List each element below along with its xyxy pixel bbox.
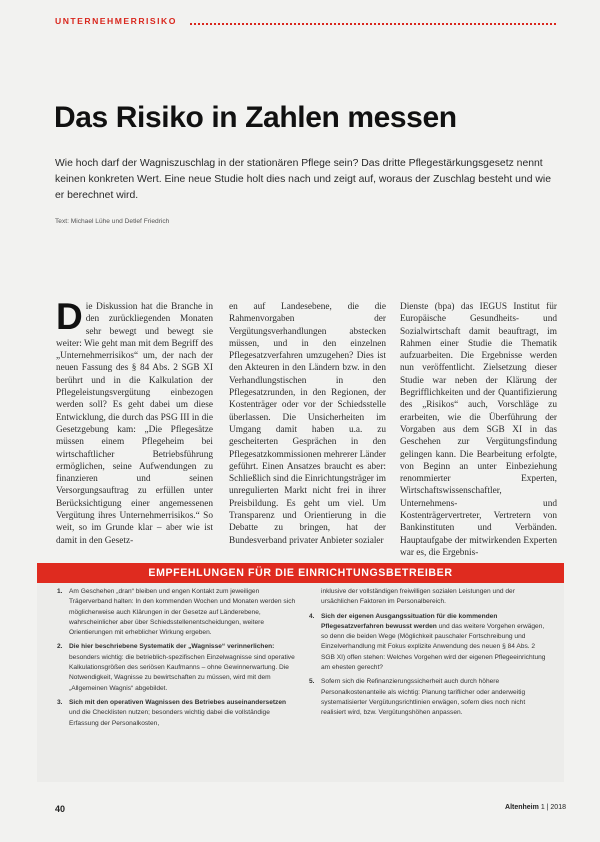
- section-kicker: UNTERNEHMERRISIKO: [55, 16, 177, 26]
- body-column-1: [56, 296, 213, 546]
- item-text: Am Geschehen „dran“ bleiben und engen Kontakt zum jeweiligen Trägerverband halten: In den kommenden Wochen und Monaten werden sich möglicherweise auch Klärungen in der Gesetze auf Länderebene, wahrscheinlicher aber über Schiedsstellenentscheidungen, weitere Orientierungen mit erheblicher Wirkung ergeben.: [69, 588, 296, 637]
- page-number: 40: [55, 804, 66, 814]
- item-text: und die Checklisten nutzen; besonders wichtig dabei die vollständige Erfassung der Personalkosten,: [69, 709, 270, 727]
- kicker-divider: [190, 23, 556, 25]
- drop-cap: D: [56, 296, 83, 337]
- item-text: besonders wichtig: die betrieblich-spezifischen Einzelwagnisse sind operative Kalkulationsgrößen des seriösen Kaufmanns – ohne Gewinnerwartung. Die Notwendigkeit, Wagnisse zu bewirtschaften zu müssen, wird mit dem „Allgemeinen Wagnis“ abgebildet.: [69, 653, 295, 692]
- recommendation-item: [57, 698, 297, 729]
- recommendation-item: [57, 587, 297, 638]
- article-title: Das Risiko in Zahlen messen: [54, 101, 457, 134]
- item-bold: Sich der eigenen Ausgangssituation für die kommenden Pflegesatzverfahren bewusst werden: [321, 612, 498, 630]
- body-column-1-text: ie Diskussion hat die Branche in den zurückliegenden Monaten sehr bewegt und bewegt sie weiter: Wie geht man mit dem Begriff des „Unternehmerrisikos“ um, der nach der neuen Fassung des § 84 Abs. 2 SGB XI berührt und in die Kalkulation der Pflegeleistungsvergütung einbezogen werden soll? Es geht dabei um diese Entwicklung, die durch das PSG III in die Gesetzgebung kam: „Die Pflegesätze müssen einem Pflegeheim bei wirtschaftlicher Betriebsführung ermöglichen, seine Aufwendungen zu finanzieren und seinen Versorgungsauftrag zu erfüllen unter Berücksichtigung einer angemessenen Vergütung ihres Unternehmerrisikos.“ So weit, so im Grunde klar – aber wie ist damit in den Gesetz-: [56, 302, 213, 546]
- magazine-name: Altenheim: [505, 804, 539, 811]
- article-lead: Wie hoch darf der Wagniszuschlag in der stationären Pflege sein? Das dritte Pflegestärkungsgesetz nennt keinen konkreten Wert. Eine neue Studie holt dies nach und zeigt auf, woraus der Zuschlag besteht und wie er berechnet wird.: [55, 158, 551, 201]
- item-number: 1.: [57, 588, 63, 595]
- item-text: Sofern sich die Refinanzierungssicherheit auch durch höhere Personalkostenanteile als wichtig: Planung tariflicher oder anderweitig systematisierter Vergütungsrichtlinien erwägen, sofern dies noch nicht realisiert wird, bzw. Vergütungshöhen anpassen.: [321, 678, 526, 717]
- recommendations-title: EMPFEHLUNGEN FÜR DIE EINRICHTUNGSBETREIBER: [37, 563, 564, 583]
- recommendation-item: [309, 587, 549, 608]
- item-number: 4.: [309, 612, 315, 620]
- magazine-footer: [505, 804, 566, 811]
- recommendations-left: [57, 587, 297, 733]
- article-byline: Text: Michael Lühe und Detlef Friedrich: [55, 218, 170, 225]
- item-number: 5.: [309, 678, 315, 686]
- recommendation-item: [309, 677, 549, 718]
- body-column-3: Dienste (bpa) das IEGUS Institut für Europäische Gesundheits- und Sozialwirtschaft damit beauftragt, im Rahmen einer Studie die Thematik aufzuarbeiten. Die Ergebnisse werden nun veröffentlicht. Zielsetzung dieser Studie war neben der Klärung der Begrifflichkeiten und der Quantifizierung des „Risikos“ auch, Vorschläge zu erarbeiten, wie die Überführung der Vorgaben aus dem SGB XI in das Geschehen zur Vergütungsfindung gelingen kann. Die Bearbeitung erfolgte, von Beginn an unter Einbeziehung renommierter Experten, Wirtschaftswissenschaftler, Unternehmens- und Kostenträgervertreter, Vertretern von Bankinstituten und Verbänden. Hauptaufgabe der mitwirkenden Experten war es, die Ergebnis-: [400, 302, 557, 558]
- item-text: inklusive der vollständigen freiwilligen sozialen Leistungen und der ursächlichen Faktoren im Personalbereich.: [321, 588, 515, 606]
- recommendations-box: [37, 563, 564, 782]
- item-bold: Die hier beschriebene Systematik der „Wagnisse“ verinnerlichen:: [69, 643, 275, 651]
- item-number: 3.: [57, 698, 63, 706]
- item-bold: Sich mit den operativen Wagnissen des Betriebes auseinandersetzen: [69, 698, 287, 706]
- body-column-2: en auf Landesebene, die die Rahmenvorgaben der Vergütungsverhandlungen abstecken müssen, und in den einzelnen Pflegesatzverfahren umzugehen? Dies ist den Akteuren in den Ländern bzw. in den Verhandlungstischen in den Pflegesatzrunden, in den Regionen, der Kostenträger oder vor der Schiedsstelle überlassen. Die Unsicherheiten im Umgang damit haben u.a. zu gescheiterten Gesprächen in den Pflegesatzkommissionen mehrerer Länder geführt. Einen Ansatzes braucht es aber: Schließlich sind die Einrichtungsträger im unregulierten Markt nicht frei in ihrer Preisbildung. Es geht um viel. Um Transparenz und Orientierung in die Debatte zu bringen, hat der Bundesverband privater Anbieter sozialer: [229, 302, 386, 546]
- recommendation-item: [57, 642, 297, 693]
- recommendation-item: [309, 612, 549, 674]
- item-number: 2.: [57, 643, 63, 651]
- magazine-issue: 1 | 2018: [540, 804, 566, 811]
- recommendations-right: [309, 587, 549, 723]
- item-text: und das weitere Vorgehen erwägen, so denn die beiden Wege (Möglichkeit pauschaler Fortschreibung und Einzelverhandlung mit Fokus explizite Anwendung des neuen § 84 Abs. 2 SGB XI) offen stehen: Welches Vorgehen wird der eigenen Pflegeeinrichtung am ehesten gerecht?: [321, 622, 546, 672]
